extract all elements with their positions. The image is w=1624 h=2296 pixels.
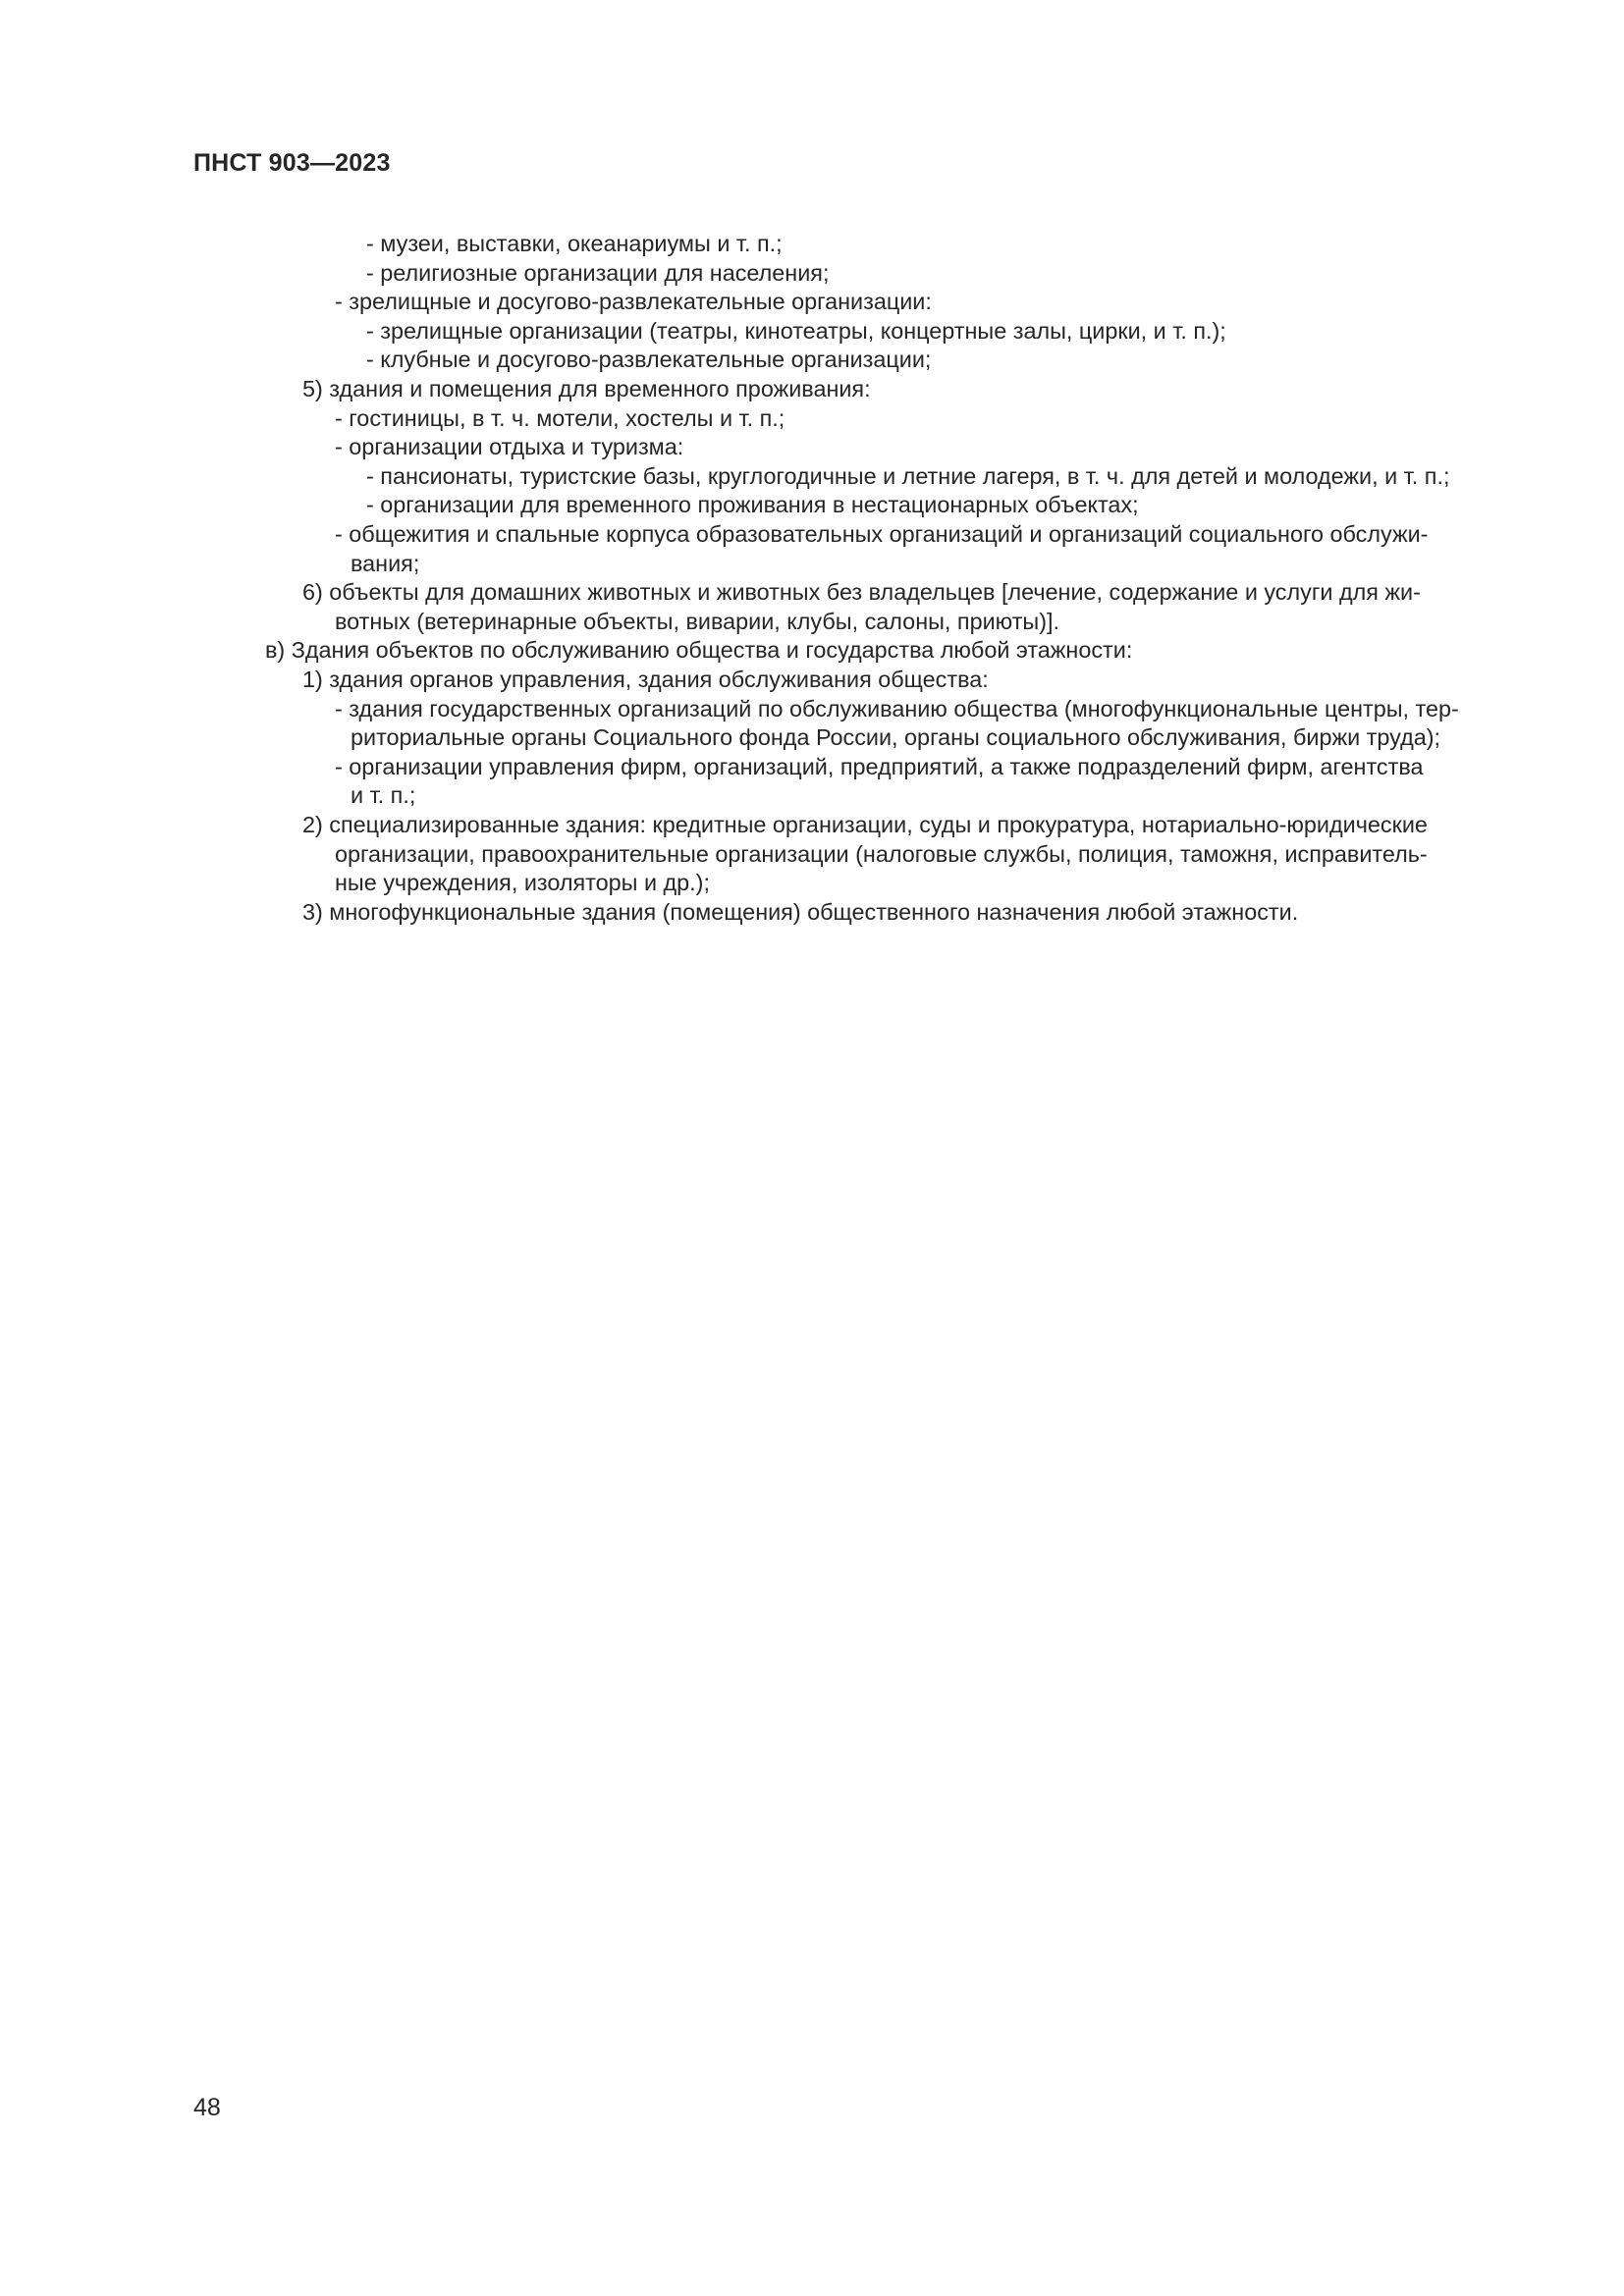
list-item: - клубные и досугово-развлекательные организации; [366, 347, 932, 373]
list-item: - организации управления фирм, организаций, предприятий, а также подразделений фирм, агентства [335, 753, 1424, 779]
list-item: - религиозные организации для населения; [366, 259, 830, 286]
list-item-continuation: организации, правоохранительные организации (налоговые службы, полиция, таможня, исправитель- [335, 840, 1428, 867]
list-item-continuation: риториальные органы Социального фонда России, органы социального обслуживания, биржи труда); [351, 724, 1441, 751]
list-item: - общежития и спальные корпуса образовательных организаций и организаций социального обслужи- [335, 521, 1429, 547]
list-item: - пансионаты, туристские базы, круглогодичные и летние лагеря, в т. ч. для детей и молодежи, и т. п.; [366, 462, 1450, 489]
list-item: - гостиницы, в т. ч. мотели, хостелы и т. п.; [335, 404, 785, 431]
list-item: - организации отдыха и туризма: [335, 434, 684, 460]
list-item: 3) многофункциональные здания (помещения) общественного назначения любой этажности. [302, 898, 1299, 925]
section-heading: в) Здания объектов по обслуживанию общества и государства любой этажности: [265, 637, 1133, 664]
list-item-continuation: ные учреждения, изоляторы и др.); [335, 870, 710, 896]
list-item: - организации для временного проживания в нестационарных объектах; [366, 492, 1139, 518]
list-item: - музеи, выставки, океанариумы и т. п.; [366, 231, 783, 256]
page-number: 48 [193, 2094, 221, 2121]
list-item: - зрелищные организации (театры, кинотеатры, концертные залы, цирки, и т. п.); [366, 317, 1226, 344]
list-item: 1) здания органов управления, здания обслуживания общества: [302, 667, 989, 692]
list-item-continuation: вания; [351, 550, 420, 576]
document-code-header: ПНСТ 903—2023 [193, 149, 391, 177]
list-item: 2) специализированные здания: кредитные организации, суды и прокуратура, нотариально-юридические [302, 812, 1428, 837]
list-item: 6) объекты для домашних животных и животных без владельцев [лечение, содержание и услуги для жи- [302, 579, 1421, 606]
list-item: - здания государственных организаций по обслуживанию общества (многофункциональные центры, тер- [335, 695, 1459, 721]
list-item-continuation: и т. п.; [351, 782, 416, 809]
list-item: 5) здания и помещения для временного проживания: [302, 376, 871, 401]
list-item: - зрелищные и досугово-развлекательные организации: [335, 289, 932, 315]
list-item-continuation: вотных (ветеринарные объекты, виварии, клубы, салоны, приюты)]. [335, 608, 1060, 634]
